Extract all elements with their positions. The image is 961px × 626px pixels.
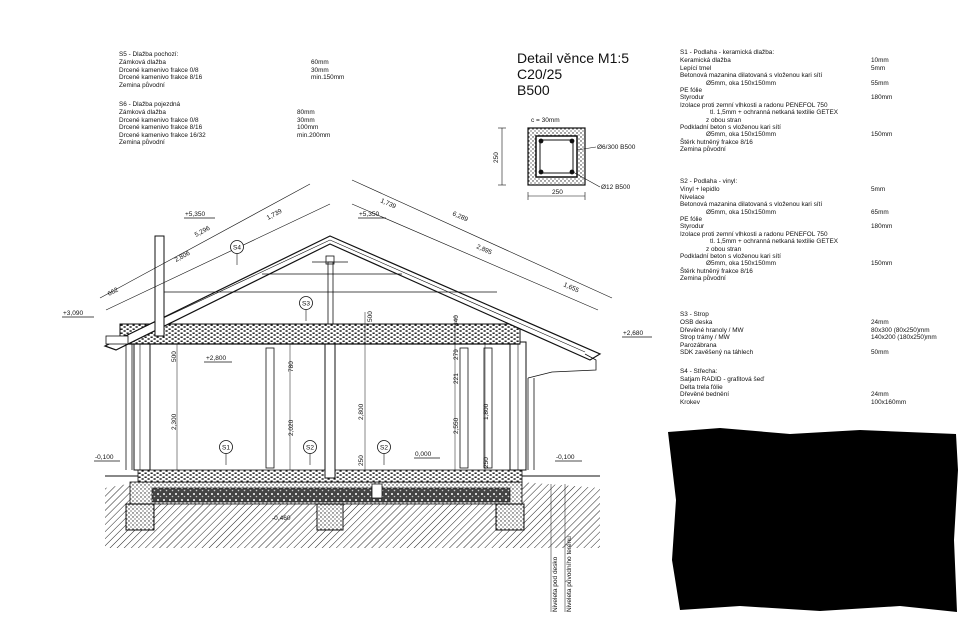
s3-row-label: Strop trámy / MW	[680, 334, 730, 342]
s1-row-value: 55mm	[871, 79, 889, 87]
steel-class: B500	[517, 82, 550, 98]
note-terrain-level: Niveleta původního terénu	[566, 536, 573, 612]
s6-row-label: Zámková dlažba	[119, 109, 166, 117]
s2-row-label: Izolace proti zemní vlhkosti a radonu PENEFOL 750	[680, 230, 828, 238]
s1-row-label: Ø5mm, oka 150x150mm	[706, 131, 776, 139]
rebar-dot	[539, 139, 544, 144]
s1-row-label: Štěrk hutněný frakce 8/16	[680, 138, 753, 146]
vertical-dim: 279	[453, 349, 460, 360]
layer-marker	[231, 241, 244, 266]
vertical-dim: 2,020	[288, 419, 295, 436]
vertical-dim: 1,800	[483, 403, 490, 420]
s3-row-value: 80x300 (80x250)mm	[871, 326, 930, 334]
level-eave-right: +2,680	[623, 330, 644, 337]
vertical-dim: 2,300	[171, 413, 178, 430]
layer-marker	[300, 297, 313, 322]
s5-row-value: 60mm	[311, 59, 329, 67]
vertical-dim: 780	[288, 361, 295, 372]
s4-row-label: Delta trela fólie	[680, 383, 723, 391]
roof-left-dim: 1,739	[265, 207, 284, 222]
roof-right-dim: 6,289	[451, 210, 469, 224]
s5-row-label: Drcené kamenivo frakce 0/8	[119, 66, 199, 74]
s3-row-label: SDK zavěšený na táhlech	[680, 348, 754, 356]
roof-left-dim: 5,296	[193, 224, 212, 239]
s2-title: S2 - Podlaha - vinyl:	[680, 178, 738, 185]
concrete-class: C20/25	[517, 66, 563, 82]
vertical-dim: 2,550	[453, 417, 460, 434]
s2-row-value: 65mm	[871, 208, 889, 216]
level-floor: 0,000	[415, 451, 432, 458]
partition-2	[460, 348, 468, 468]
s1-row-label: Lepící tmel	[680, 64, 712, 72]
redacted-area	[668, 428, 958, 612]
s1-row-value: 5mm	[871, 64, 886, 72]
s6-row-value: 100mm	[297, 124, 319, 132]
s2-row-label: Betonová mazanina dilatovaná s vloženou kari sítí	[680, 201, 823, 209]
cover-label: c = 30mm	[531, 117, 560, 124]
layer-marker-label: S4	[233, 244, 241, 252]
s3-row-value: 50mm	[871, 348, 889, 356]
layer-marker	[304, 441, 317, 466]
layer-marker	[378, 441, 391, 466]
s2-row-label: Zemina původní	[680, 275, 726, 283]
wall-left	[134, 342, 150, 470]
foundation-left	[126, 504, 154, 530]
note-slab-level: Niveleta pod desko	[552, 556, 559, 612]
vertical-dim: 440	[453, 315, 460, 326]
s4-title: S4 - Střecha:	[680, 368, 718, 375]
s1-row-label: Ø5mm, oka 150x150mm	[706, 79, 776, 87]
s5-title: S5 - Dlažba pochozí:	[119, 51, 179, 58]
s6-row-value: min.200mm	[297, 131, 331, 139]
rebar-dot	[570, 170, 575, 175]
vertical-dim: 250	[483, 457, 490, 468]
s3-row-label: OSB deska	[680, 319, 713, 327]
vertical-dim: 250	[358, 455, 365, 466]
s4-row-label: Krokev	[680, 398, 700, 406]
s1-row-label: Podkladní beton s vloženou kari sítí	[680, 123, 781, 131]
s1-row-label: Keramická dlažba	[680, 57, 731, 65]
roof-dimensions	[100, 180, 612, 310]
layer-marker	[220, 441, 233, 466]
s2-row-value: 5mm	[871, 186, 886, 194]
walls	[134, 262, 526, 478]
s2-row-label: Styrodur	[680, 223, 705, 231]
s1-row-label: PE fólie	[680, 86, 703, 94]
rebar-label: Ø12 B500	[601, 184, 631, 191]
vertical-dim: 500	[367, 311, 374, 322]
s5-row-label: Drcené kamenivo frakce 8/16	[119, 74, 203, 82]
level-ridge-left: +5,350	[185, 211, 206, 218]
level-ridge-right: +5,350	[359, 211, 380, 218]
s2-row-label: PE fólie	[680, 215, 703, 223]
roof-right-dim: 2,895	[475, 243, 493, 257]
s3-row-value: 140x200 (180x250)mm	[871, 334, 937, 342]
s1-row-label: Zemina původní	[680, 146, 726, 154]
s6-row-label: Drcené kamenivo frakce 16/32	[119, 131, 206, 139]
post-middle	[325, 340, 335, 478]
foundation-middle	[317, 504, 343, 530]
roof-left-dim: 662	[106, 286, 120, 298]
s2-row-label: Podkladní beton s vloženou kari sítí	[680, 252, 781, 260]
s4-row-value: 100x160mm	[871, 398, 907, 406]
vertical-dim: 500	[171, 351, 178, 362]
s4-row-value: 24mm	[871, 391, 889, 399]
s1-row-value: 10mm	[871, 57, 889, 65]
stirrup-label: Ø6/300 B500	[597, 144, 636, 151]
s2-row-value: 180mm	[871, 223, 893, 231]
level-ground-left: -0,100	[95, 454, 114, 461]
s6-row-value: 80mm	[297, 109, 315, 117]
s1-row-value: 180mm	[871, 94, 893, 102]
detail-dim-bottom: 250	[552, 189, 563, 196]
detail-dim-side: 250	[493, 152, 500, 163]
s2-row-label: tl. 1,5mm + ochranná netkaná textilie GETEX	[710, 238, 839, 246]
rebar-dot	[539, 170, 544, 175]
s5-row-label: Zemina původní	[119, 81, 165, 89]
vertical-dim: 221	[453, 373, 460, 384]
layer-marker-label: S3	[302, 300, 310, 308]
s1-row-label: Styrodur	[680, 94, 705, 102]
s2-row-label: Vinyl + lepidlo	[680, 186, 720, 194]
ceiling-structure	[120, 324, 520, 344]
s4-row-label: Satjam RADID - grafitová šeď	[680, 376, 765, 384]
rebar-dot	[570, 139, 575, 144]
s1-row-label: Betonová mazanina dilatovaná s vloženou kari sítí	[680, 72, 823, 80]
s1-row-label: tl. 1,5mm + ochranná netkaná textilie GETEX	[710, 109, 839, 117]
s3-row-label: Parozábrana	[680, 341, 717, 349]
layer-marker-label: S1	[222, 444, 230, 452]
s5-row-label: Zámková dlažba	[119, 59, 166, 67]
s6-row-label: Drcené kamenivo frakce 0/8	[119, 116, 199, 124]
ring-beam-detail	[493, 117, 636, 200]
ground	[105, 470, 600, 548]
roof-right-dim: 1,655	[562, 281, 580, 295]
s3-row-value: 24mm	[871, 319, 889, 327]
s2-row-label: Štěrk hutněný frakce 8/16	[680, 267, 753, 275]
gutter-left	[106, 336, 128, 344]
s3-row-label: Dřevěné hranoly / MW	[680, 326, 744, 334]
s5-row-value: 30mm	[311, 66, 329, 74]
s5-row-value: min.150mm	[311, 74, 345, 82]
s4-row-label: Dřevěné bednění	[680, 391, 730, 399]
foundation-right	[496, 504, 524, 530]
s6-row-label: Drcené kamenivo frakce 8/16	[119, 124, 203, 132]
vertical-dim: 2,800	[358, 403, 365, 420]
s6-row-value: 30mm	[297, 116, 315, 124]
s2-row-value: 150mm	[871, 260, 893, 268]
layer-marker-label: S2	[306, 444, 314, 452]
s1-row-label: z obou stran	[706, 116, 742, 124]
s1-title: S1 - Podlaha - keramická dlažba:	[680, 49, 775, 56]
s6-title: S6 - Dlažba pojezdná	[119, 101, 181, 108]
layer-marker-label: S2	[380, 444, 388, 452]
detail-title: Detail věnce M1:5	[517, 50, 630, 66]
roof-left-dim: 2,806	[173, 249, 192, 264]
s1-row-value: 150mm	[871, 131, 893, 139]
s6-row-label: Zemina původní	[119, 138, 165, 146]
base-slab	[152, 488, 510, 502]
partition-1	[266, 348, 274, 468]
roof-right-dim: 1,739	[379, 197, 397, 211]
level-ground-right: -0,100	[556, 454, 575, 461]
s2-row-label: z obou stran	[706, 245, 742, 253]
s3-title: S3 - Strop	[680, 311, 709, 318]
level-ceiling: +2,800	[206, 355, 227, 362]
s1-row-label: Izolace proti zemní vlhkosti a radonu PENEFOL 750	[680, 101, 828, 109]
s2-row-label: Ø5mm, oka 150x150mm	[706, 208, 776, 216]
level-foundation: -0,460	[272, 515, 291, 522]
s2-row-label: Nivelace	[680, 193, 705, 201]
level-eave-left: +3,090	[63, 310, 84, 317]
s2-row-label: Ø5mm, oka 150x150mm	[706, 260, 776, 268]
